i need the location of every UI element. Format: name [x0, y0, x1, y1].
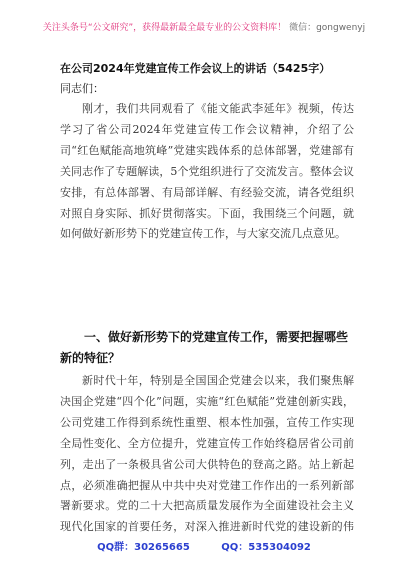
footer-qq: QQ：535304092	[221, 542, 311, 553]
paragraph-2: 新时代十年，特别是全国国企党建会以来，我们聚焦解决国企党建“四个化”问题，实施“红色赋能”党建创新实践，公司党建工作得到系统性重塑、根本性加强，宣传工作实现全局性变化、全方位提升，党建宣传工作始终稳居省公司前列，走出了一条极具省公司大供特色的登高之路。站上新起点，必须准确把握从中共中央对党建工作作出的一系列新部署新要求。党的二十大把高质量发展作为全面建设社会主义现代化国家的首要任务，对深入推进新时代党的建设新的伟	[60, 374, 354, 534]
banner-wechat: 微信：gongwenyj	[289, 23, 366, 33]
banner-text: 关注头条号“公文研究”，获得最新最全最专业的公文资料库！	[42, 23, 287, 33]
paragraph-1: 刚才，我们共同观看了《能文能武李延年》视频，传达学习了省公司2024年党建宣传工作会议精神，介绍了公司“红色赋能高地筑峰”党建实践体系的总体部署，党建部有关同志作了专题解读，5个党组织进行了交流发言。整体会议安排，有总体部署、有局部详解、有经验交流，请各党组织对照自身实际、抓好贯彻落实。下面，我围绕三个问题，就如何做好新形势下的党建宣传工作，与大家交流几点意见。	[60, 102, 354, 241]
section-heading-1: 一、做好新形势下的党建宣传工作，需要把握哪些新的特征？	[60, 330, 349, 365]
footer-contact	[0, 538, 408, 553]
footer-qq-group: QQ群：30265665	[97, 542, 190, 553]
document-title: 在公司2024年党建宣传工作会议上的讲话（5425字）	[60, 62, 331, 75]
salutation: 同志们：	[60, 82, 104, 95]
top-banner	[0, 20, 408, 33]
